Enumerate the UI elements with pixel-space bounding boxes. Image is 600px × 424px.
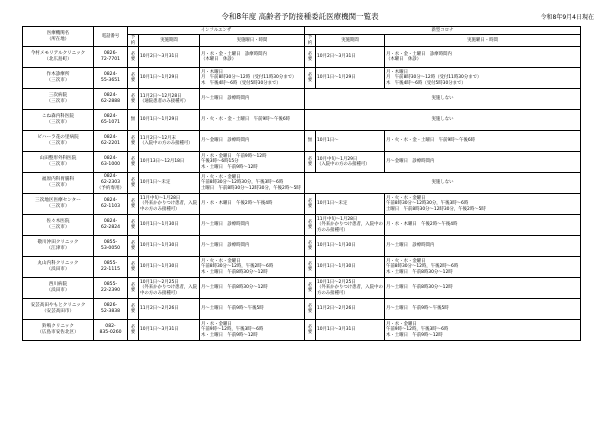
covid-days: 月～土曜日 診療時間内 (385, 236, 581, 257)
flu-period: 10月1日～1月30日 (139, 215, 200, 236)
covid-reservation: 無 (305, 131, 316, 152)
facility-name: 作木診療所 （三次市） (23, 68, 94, 89)
table-row (23, 89, 581, 110)
facility-phone: 0824- 63-1000 (94, 152, 128, 173)
covid-period: 10月1日～1月30日 (316, 257, 385, 278)
flu-days: 月～土曜日 診療時間内 (200, 236, 305, 257)
flu-period: 11月2日～2月26日 (139, 299, 200, 320)
facility-phone: 0824- 62-2824 (94, 215, 128, 236)
covid-period: 10月2日～3月31日 (316, 47, 385, 68)
covid-days: 月～土曜日 午前8時30分～12時 (385, 278, 581, 299)
header-flu-days: 実施曜日・時間 (200, 35, 305, 47)
facility-phone: 0824- 62-1103 (94, 194, 128, 215)
table-row (23, 278, 581, 299)
flu-days: 月～金曜日 診療時間内 (200, 131, 305, 152)
flu-reservation: 必要 (128, 320, 139, 341)
covid-days: 月～金曜日 診療時間内 (385, 152, 581, 173)
header-covid-period: 実施期間 (316, 35, 385, 47)
flu-period: 10月1日～未定 (139, 173, 200, 194)
covid-days: 月・水・金曜日 午前9時～12時，午後3時～6時 木・土曜日 午前9時～12時 (385, 320, 581, 341)
flu-reservation: 必要 (128, 215, 139, 236)
facility-name: 佐々木医院 （三次市） (23, 215, 94, 236)
flu-days: 月～土曜日 午前8時30分～12時 (200, 278, 305, 299)
covid-not-offered: 実施しない (305, 173, 581, 194)
covid-days: 月・火・水・金曜日 午前8時30分～12時，午後2時～6時 木・土曜日 午前8時30分～12時 (385, 257, 581, 278)
covid-reservation: 必要 (305, 68, 316, 89)
facility-name: ビハーラ花の里病院 （三次市） (23, 131, 94, 152)
header-flu: インフルエンザ (128, 27, 305, 35)
covid-reservation: 必要 (305, 194, 316, 215)
header-facility: 医療機関名 （所在地） (23, 27, 94, 47)
flu-days: 月～土曜日 診療時間内 (200, 215, 305, 236)
flu-reservation: 必要 (128, 89, 139, 110)
facility-name: こね森内科医院 （三次市） (23, 110, 94, 131)
covid-not-offered: 実施しない (305, 89, 581, 110)
flu-period: 10月1日～1月29日 (139, 68, 200, 89)
header-covid: 新型コロナ (305, 27, 581, 35)
header-flu-period: 実施期間 (139, 35, 200, 47)
flu-period: 11月2日～12月末 （入院中の方のみ接種可） (139, 131, 200, 152)
table-row (23, 152, 581, 173)
flu-reservation: 必要 (128, 299, 139, 320)
facility-phone: 0824- 55-3651 (94, 68, 128, 89)
page-title: 令和8年度 高齢者予防接種委託医療機関一覧表 (221, 12, 379, 21)
table-row (23, 173, 581, 194)
facility-phone: 0826- 72-7701 (94, 47, 128, 68)
covid-reservation: 必要 (305, 47, 316, 68)
facility-name: 敬川沖田クリニック （江津市） (23, 236, 94, 257)
header-covid-reservation: 予約 (305, 35, 316, 47)
flu-days: 月～土曜日 診療時間内 (200, 89, 305, 110)
flu-days: 月・水・金曜日 午前9時～12時，午後3時～6時 木・土曜日 午前9時～12時 (200, 320, 305, 341)
facility-phone: 0824- 62-2303 （予約専用） (94, 173, 128, 194)
covid-period: 10月1日～ (316, 131, 385, 152)
as-of-date: 令和8年9月4日現在 (540, 14, 594, 21)
covid-days: 月・火・水・金曜日 午前8時30分～12時30分，午後3時～6時 土曜日 午前8時30分～12時30分，午後2時～5時 (385, 194, 581, 215)
table-row (23, 320, 581, 341)
facility-phone: 0824- 62-2201 (94, 131, 128, 152)
flu-reservation: 必要 (128, 236, 139, 257)
covid-not-offered: 実施しない (305, 110, 581, 131)
covid-period: 11月2日～2月26日 (316, 299, 385, 320)
covid-period: 10月中旬～1月29日 （入院中の方のみ接種可） (316, 152, 385, 173)
flu-period: 11月中旬～1月28日 （外来かかりつけ患者，入院中の方のみ接種可） (139, 194, 200, 215)
flu-period: 10月1日～1月30日 (139, 236, 200, 257)
facility-name: 今村メモリアルクリニック （北広島町） (23, 47, 94, 68)
flu-days: 月・火・水・金曜日 午前8時30分～12時，午後2時～6時 木・土曜日 午前8時30分～12時 (200, 257, 305, 278)
covid-period: 11月中旬～1月28日 （外来かかりつけ患者，入院中の方のみ接種可） (316, 215, 385, 236)
flu-reservation: 必要 (128, 173, 139, 194)
flu-reservation: 必要 (128, 194, 139, 215)
flu-reservation: 必要 (128, 47, 139, 68)
flu-days: 月・水・金曜日 午前9時～12時 午後3時～6時15分 木・土曜日 午前9時～12時 (200, 152, 305, 173)
table-body (23, 47, 581, 341)
header-covid-days: 実施曜日・時間 (385, 35, 581, 47)
flu-period: 10月2日～3月31日 (139, 47, 200, 68)
facility-name: 三次病院 （三次市） (23, 89, 94, 110)
flu-days: 月・火・水・金曜日 午前8時30分～12時30分，午後3時～6時 土曜日 午前8時30分～12時30分，午後2時～5時 (200, 173, 305, 194)
flu-reservation: 無 (128, 110, 139, 131)
covid-reservation: 必要 (305, 320, 316, 341)
table-row (23, 236, 581, 257)
table-row (23, 194, 581, 215)
covid-period: 10月1日～2月25日 （外来かかりつけ患者，入院中の方のみ接種可） (316, 278, 385, 299)
facility-table (22, 26, 581, 341)
facility-phone: 082- 835-0260 (94, 320, 128, 341)
flu-period: 10月1日～1月29日 (139, 110, 200, 131)
table-row (23, 257, 581, 278)
flu-days: 月・水・木曜日 午後2時～午後4時 (200, 194, 305, 215)
flu-period: 10月1日～2月25日 （外来かかりつけ患者，入院中の方のみ接種可） (139, 278, 200, 299)
table-row (23, 131, 581, 152)
facility-name: 福原内科胃腸科 （三次市） (23, 173, 94, 194)
covid-reservation: 必要 (305, 257, 316, 278)
flu-days: 月～土曜日 午前9時～午後5時 (200, 299, 305, 320)
covid-days: 月・火・水・金・土曜日 午前9時～午後6時 (385, 131, 581, 152)
covid-reservation: 必要 (305, 236, 316, 257)
covid-days: 月・水・金・土曜日 診療時間内 （木曜日 休診） (385, 47, 581, 68)
flu-period: 10月1日～1月30日 (139, 257, 200, 278)
facility-phone: 0824- 62-2888 (94, 89, 128, 110)
header-phone: 電話番号 (94, 27, 128, 47)
covid-days: 月・木曜日 月 午前8時30分～12時（受付11時30分まで） 木 午後4時～6時（受付5時30分まで） (385, 68, 581, 89)
table-row (23, 215, 581, 236)
covid-period: 10月1日～1月30日 (316, 236, 385, 257)
facility-phone: 0855- 53-0050 (94, 236, 128, 257)
covid-days: 月・水・木曜日 午後2時～午後4時 (385, 215, 581, 236)
flu-reservation: 必要 (128, 68, 139, 89)
covid-period: 10月1日～1月29日 (316, 68, 385, 89)
flu-days: 月・木曜日 月 午前8時30分～12時（受付11時30分まで） 木 午後4時～6時（受付5時30分まで） (200, 68, 305, 89)
covid-period: 10月1日～3月31日 (316, 320, 385, 341)
flu-days: 月・水・金・土曜日 診療時間内 （木曜日 休診） (200, 47, 305, 68)
table-row (23, 68, 581, 89)
covid-reservation: 必要 (305, 215, 316, 236)
facility-name: 三次地区医療センター （三次市） (23, 194, 94, 215)
header-flu-reservation: 予約 (128, 35, 139, 47)
flu-days: 月・火・水・金・土曜日 午前9時～午後6時 (200, 110, 305, 131)
covid-reservation: 必要 (305, 299, 316, 320)
covid-days: 月～土曜日 午前9時～午後5時 (385, 299, 581, 320)
facility-phone: 0826- 52-3838 (94, 299, 128, 320)
facility-phone: 0855- 22-2390 (94, 278, 128, 299)
facility-name: 安芸高田やもとクリニック （安芸高田市） (23, 299, 94, 320)
flu-reservation: 必要 (128, 152, 139, 173)
covid-period: 10月1日～未定 (316, 194, 385, 215)
flu-period: 10月1日～3月31日 (139, 320, 200, 341)
covid-reservation: 必要 (305, 278, 316, 299)
table-row (23, 110, 581, 131)
facility-phone: 0824- 65-1071 (94, 110, 128, 131)
flu-reservation: 必要 (128, 257, 139, 278)
flu-period: 10月13日～12月18日 (139, 152, 200, 173)
table-row (23, 299, 581, 320)
facility-name: 西川病院 （浜田市） (23, 278, 94, 299)
flu-reservation: 必要 (128, 278, 139, 299)
table-row (23, 47, 581, 68)
facility-name: 丸山内科クリニック （浜田市） (23, 257, 94, 278)
flu-reservation: 必要 (128, 131, 139, 152)
facility-name: 鈴鳴クリニック （広島市安佐北区） (23, 320, 94, 341)
facility-phone: 0855- 22-1115 (94, 257, 128, 278)
covid-reservation: 必要 (305, 152, 316, 173)
flu-period: 11月2日～12月28日 （通院患者のみ接種可） (139, 89, 200, 110)
facility-name: 山田整形外科医院 （三次市） (23, 152, 94, 173)
